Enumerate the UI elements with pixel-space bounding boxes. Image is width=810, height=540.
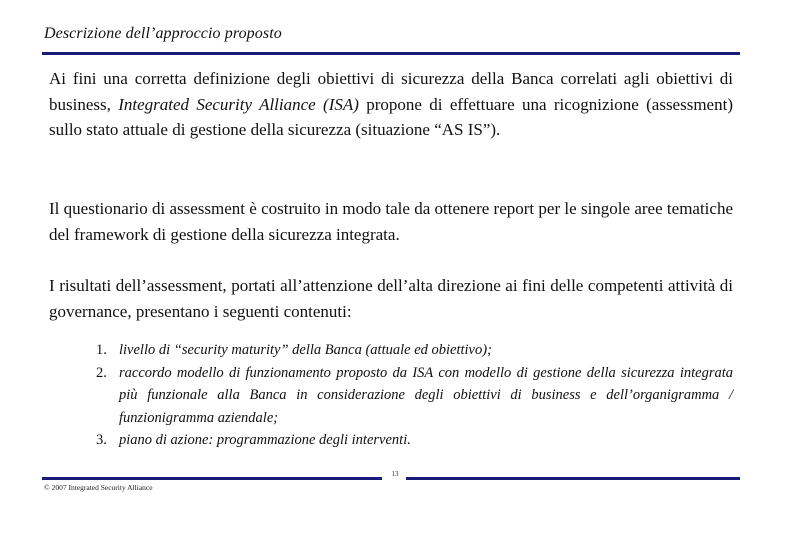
list-item-number: 3. bbox=[96, 432, 107, 448]
paragraph-results: I risultati dell’assessment, portati all’attenzione dell’alta direzione ai fini delle competenti attività di governance, presentano i seguenti contenuti: bbox=[49, 276, 733, 321]
contents-list bbox=[96, 339, 733, 452]
list-item-text: piano di azione: programmazione degli interventi. bbox=[119, 432, 411, 448]
paragraph-intro bbox=[49, 66, 733, 143]
paragraph-questionnaire: Il questionario di assessment è costruito in modo tale da ottenere report per le singole aree tematiche del framework di gestione della sicurezza integrata. bbox=[49, 199, 733, 244]
list-item bbox=[96, 339, 733, 362]
list-item bbox=[96, 429, 733, 452]
list-item-number: 2. bbox=[96, 364, 107, 381]
list-item bbox=[96, 362, 733, 430]
footer-divider-left bbox=[42, 477, 382, 480]
footer-divider-right bbox=[406, 477, 740, 480]
list-item-text: livello di “security maturity” della Banca (attuale ed obiettivo); bbox=[119, 342, 492, 358]
copyright-notice: © 2007 Integrated Security Alliance bbox=[44, 483, 153, 492]
page-title: Descrizione dell’approccio proposto bbox=[44, 25, 282, 42]
paragraph-intro-end: propone di effettuare una ricognizione (assessment) sullo stato attuale di gestione della sicurezza (situazione “AS IS”). bbox=[49, 94, 733, 139]
list-item-number: 1. bbox=[96, 342, 107, 358]
paragraph-intro-start: Ai fini una corretta definizione degli obiettivi di sicurezza della Banca correlati agli obiettivi di business, bbox=[49, 69, 733, 114]
page-number: 13 bbox=[391, 470, 399, 478]
company-name-emphasis: Integrated Security Alliance (ISA) bbox=[118, 94, 359, 114]
list-item-text: raccordo modello di funzionamento proposto da ISA con modello di gestione della sicurezza integrata più funzionale alla Banca in considerazione degli obiettivi di business e dell’organigramma / funzionigramma aziendale; bbox=[119, 364, 733, 426]
header-divider bbox=[42, 52, 740, 55]
